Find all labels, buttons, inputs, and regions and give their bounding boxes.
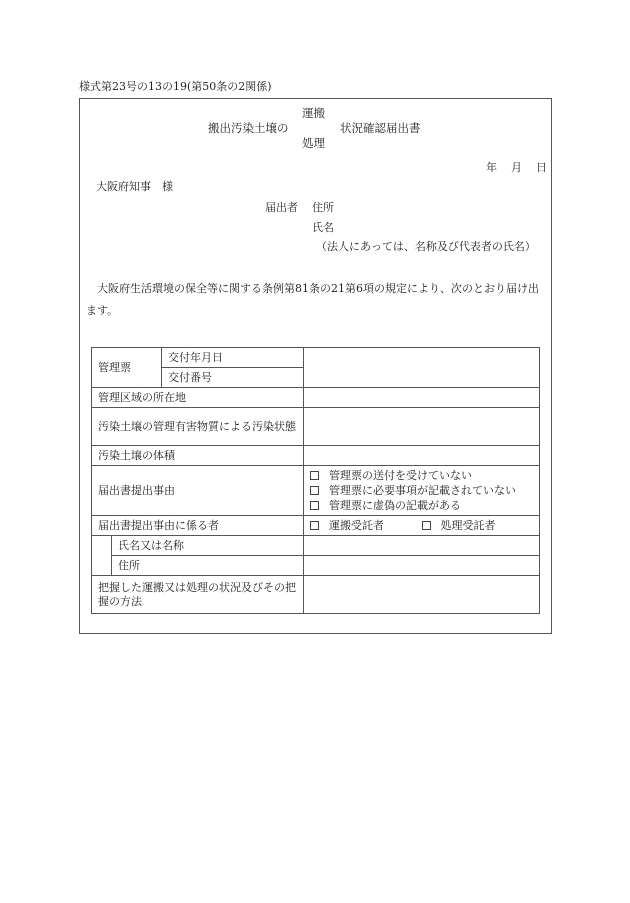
manifest-label: 管理票 [92, 348, 162, 388]
date-year-label: 年 [486, 161, 497, 174]
manifest-value-cell[interactable] [304, 348, 540, 388]
title-prefix: 搬出汚染土壌の [208, 121, 289, 135]
reason-option-missing-items[interactable]: 管理票に必要事項が記載されていない [310, 483, 533, 498]
title-upper: 運搬 [302, 106, 325, 120]
issue-date-label: 交付年月日 [162, 348, 304, 368]
reason-label: 届出書提出事由 [92, 466, 304, 516]
applicant-label: 届出者 [265, 201, 298, 214]
grasp-label: 把握した運搬又は処理の状況及びその把握の方法 [92, 576, 304, 614]
notification-table [91, 347, 540, 614]
title-suffix: 状況確認届出書 [340, 121, 421, 135]
area-location-value-cell[interactable] [304, 388, 540, 408]
volume-value-cell[interactable] [304, 446, 540, 466]
reason-options-cell [304, 466, 540, 516]
applicant-note: （法人にあっては、名称及び代表者の氏名） [316, 240, 536, 253]
area-location-label: 管理区域の所在地 [92, 388, 304, 408]
indent-cell [92, 536, 112, 576]
contamination-label: 汚染土壌の管理有害物質による汚染状態 [92, 408, 304, 446]
applicant-name-label: 氏名 [312, 221, 334, 234]
checkbox-icon[interactable] [310, 486, 319, 495]
volume-label: 汚染土壌の体積 [92, 446, 304, 466]
title-lower: 処理 [302, 136, 325, 150]
applicant-address-label: 住所 [312, 201, 334, 214]
reason-option-not-received[interactable]: 管理票の送付を受けていない [310, 468, 533, 483]
body-text: 大阪府生活環境の保全等に関する条例第81条の21第6項の規定により、次のとおり届け出ます。 [86, 282, 539, 317]
checkbox-icon[interactable] [310, 471, 319, 480]
grasp-value-cell[interactable] [304, 576, 540, 614]
checkbox-icon[interactable] [310, 501, 319, 510]
person-address-label: 住所 [112, 556, 304, 576]
date-day-label: 日 [536, 161, 547, 174]
date-month-label: 月 [511, 161, 522, 174]
checkbox-icon[interactable] [310, 521, 319, 530]
person-name-label: 氏名又は名称 [112, 536, 304, 556]
reason-option-false-entry[interactable]: 管理票に虚偽の記載がある [310, 498, 533, 513]
person-address-value-cell[interactable] [304, 556, 540, 576]
person-options-cell [304, 516, 540, 536]
form-id: 様式第23号の13の19(第50条の2関係) [79, 80, 272, 93]
contamination-value-cell[interactable] [304, 408, 540, 446]
addressee: 大阪府知事 様 [96, 180, 173, 193]
checkbox-icon[interactable] [422, 521, 431, 530]
issue-number-label: 交付番号 [162, 368, 304, 388]
related-person-label: 届出書提出事由に係る者 [92, 516, 304, 536]
person-option-treatment[interactable]: 処理受託者 [422, 519, 496, 532]
person-name-value-cell[interactable] [304, 536, 540, 556]
person-option-transport[interactable]: 運搬受託者 [310, 519, 384, 532]
